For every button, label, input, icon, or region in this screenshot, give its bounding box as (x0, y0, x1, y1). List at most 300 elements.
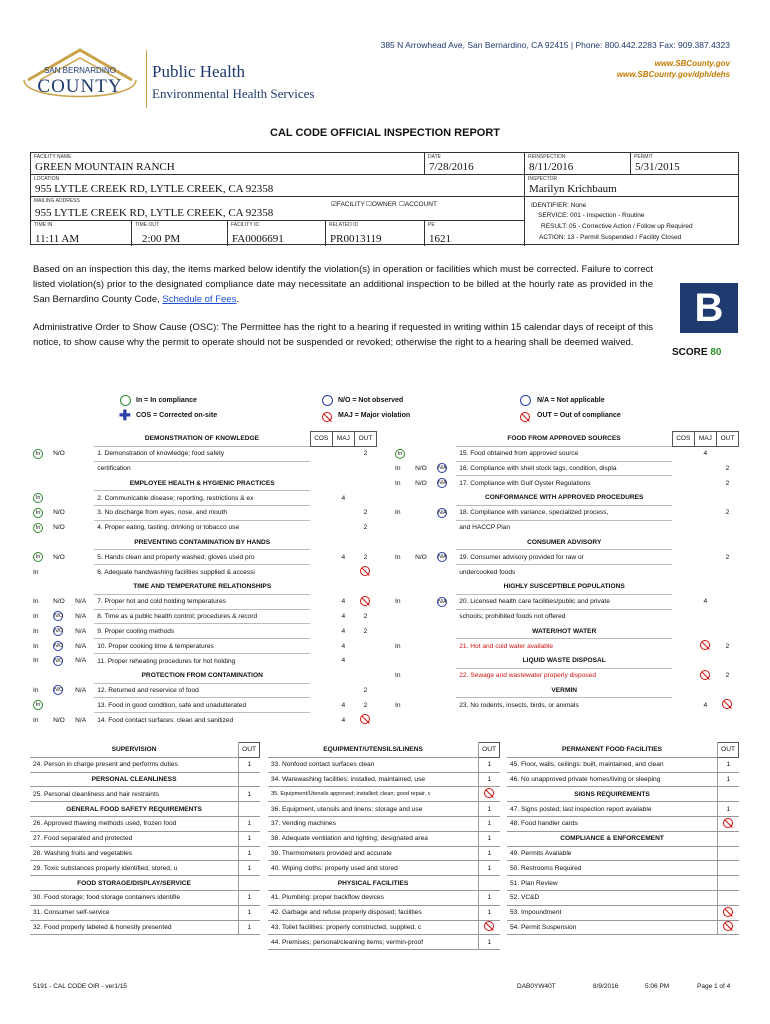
maj-cell (332, 683, 354, 698)
out-cell: 1 (479, 816, 500, 831)
status-in: In (33, 612, 39, 620)
section-heading: HIGHLY SUSCEPTIBLE POPULATIONS (503, 583, 625, 591)
status-in: In (395, 701, 401, 709)
mailing-address: 955 LYTLE CREEK RD, LYTLE CREEK, CA 92358 (35, 207, 274, 219)
table-row (268, 846, 500, 861)
row-spacer (412, 624, 434, 639)
section-heading: EMPLOYEE HEALTH & HYGIENIC PRACTICES (129, 479, 275, 487)
violation-item: 1. Demonstration of knowledge; food safety (94, 446, 310, 461)
row-spacer (716, 535, 738, 550)
out-cell: OUT (479, 743, 500, 758)
not-observed-mark-icon: N/A (438, 480, 447, 487)
section-heading: PREVENTING CONTAMINATION BY HANDS (134, 538, 271, 546)
maj-cell (332, 520, 354, 535)
table-row (30, 890, 260, 905)
violation-mark-icon (700, 670, 710, 680)
out-cell: 1 (479, 935, 500, 950)
in-compliance-mark-icon: In (395, 449, 405, 459)
status-in: In (395, 509, 401, 517)
inspector-name: Marilyn Krichbaum (529, 183, 617, 195)
table-row (392, 505, 739, 520)
table-row (30, 432, 377, 447)
facility-item: 48. Food handler cards (507, 816, 718, 831)
table-row (268, 816, 500, 831)
cos-cell (310, 505, 332, 520)
facility-item: 52. VC&D (507, 890, 718, 905)
col-head-out: OUT (716, 432, 738, 447)
violation-item: 18. Compliance with variance, specialized process, (456, 505, 672, 520)
out-cell: 2 (725, 479, 730, 487)
out-cell (239, 772, 260, 787)
section-heading: WATER/HOT WATER (532, 627, 597, 635)
out-cell: 2 (363, 627, 368, 635)
section-heading: PHYSICAL FACILITIES (268, 876, 479, 891)
cos-cell (310, 594, 332, 609)
facility-item: 29. Toxic substances properly identified, stored, u (30, 861, 239, 876)
violation-item: 14. Food contact surfaces: clean and sanitized (94, 713, 310, 728)
table-row (507, 757, 739, 772)
facility-item: 31. Consumer self-service (30, 905, 239, 920)
section-heading: DEMONSTRATION OF KNOWLEDGE (144, 435, 260, 443)
facility-item: 35. Equipment/Utensils approved; installed; clean; good repair, c (268, 787, 479, 802)
row-spacer (672, 653, 694, 668)
facility-item: 45. Floor, walls, ceilings: built, maintained, and clean (507, 757, 718, 772)
status-na: N/A (75, 627, 87, 635)
website-link-1[interactable]: www.SBCounty.gov (654, 59, 730, 68)
row-spacer (412, 432, 434, 447)
maj-cell: 4 (703, 598, 708, 606)
table-row (30, 653, 377, 668)
row-spacer (716, 579, 738, 594)
table-row (392, 653, 739, 668)
cos-cell (310, 446, 332, 461)
facility-item: 54. Permit Suspension (507, 920, 718, 935)
out-cell: 1 (479, 831, 500, 846)
status-no (50, 609, 72, 624)
row-spacer (30, 579, 50, 594)
row-spacer (30, 476, 50, 491)
maj-cell: 4 (341, 553, 346, 561)
section-heading: PERSONAL CLEANLINESS (30, 772, 239, 787)
violation-item: 2. Communicable disease; reporting, restrictions & ex (94, 491, 310, 506)
header-address: 385 N Arrowhead Ave, San Bernardino, CA 92415 | Phone: 800.442.2283 Fax: 909.387.4323 (380, 40, 730, 50)
row-spacer (392, 535, 412, 550)
status-no: N/O (53, 598, 65, 606)
row-spacer (412, 579, 434, 594)
out-cell (479, 787, 500, 802)
status-in: In (395, 598, 401, 606)
row-spacer (30, 668, 50, 683)
reinspection-label: REINSPECTION (528, 154, 566, 160)
status-no (412, 609, 434, 624)
footer-date: 8/9/2016 (593, 983, 619, 990)
table-row (30, 461, 377, 476)
row-spacer (72, 432, 94, 447)
table-row (507, 846, 739, 861)
row-spacer (392, 491, 412, 506)
violation-item: 20. Licensed health care facilities/public and private (456, 594, 672, 609)
status-na (434, 594, 456, 609)
table-row (30, 846, 260, 861)
status-na (434, 520, 456, 535)
logo-text-top: SAN BERNARDINO (43, 66, 116, 75)
row-spacer (392, 432, 412, 447)
row-spacer (716, 653, 738, 668)
out-cell (354, 461, 376, 476)
facility-item: 26. Approved thawing methods used, frozen food (30, 816, 239, 831)
table-row (268, 890, 500, 905)
location: 955 LYTLE CREEK RD, LYTLE CREEK, CA 92358 (35, 183, 274, 195)
maj-cell: 4 (341, 642, 346, 650)
facility-item: 36. Equipment, utensils and linens: storage and use (268, 802, 479, 817)
checkbox-owner[interactable]: ☐OWNER (366, 201, 397, 208)
facility-id: FA0006691 (232, 233, 284, 245)
time-in-label: TIME IN (34, 222, 53, 228)
violation-item: schools; prohibited foods not offered (456, 609, 672, 624)
in-compliance-mark-icon: In (33, 449, 43, 459)
not-observed-mark-icon: N/O (54, 657, 63, 664)
section-heading: FOOD STORAGE/DISPLAY/SERVICE (30, 876, 239, 891)
table-row (30, 713, 377, 728)
status-no (412, 446, 434, 461)
permanent-facilities-table (507, 742, 739, 935)
out-cell: 2 (363, 450, 368, 458)
table-row (30, 668, 377, 683)
table-row (507, 876, 739, 891)
row-spacer (716, 624, 738, 639)
legend-na: N/A = Not applicable (537, 397, 605, 404)
row-spacer (694, 683, 716, 698)
checkbox-facility[interactable]: ☑FACILITY (331, 201, 366, 208)
action: ACTION: 13 - Permit Suspended / Facility Closed (539, 234, 682, 241)
score (672, 347, 721, 358)
out-cell: 2 (725, 509, 730, 517)
maj-cell (694, 668, 716, 683)
facility-item: 24. Person in charge present and performs duties (30, 757, 239, 772)
table-row (392, 639, 739, 654)
row-spacer (72, 668, 94, 683)
violation-item: 13. Food in good condition, safe and unadulterated (94, 698, 310, 713)
table-row (392, 446, 739, 461)
section-heading: LIQUID WASTE DISPOSAL (522, 657, 606, 665)
table-row (392, 565, 739, 580)
facility-item: 50. Restrooms Required (507, 861, 718, 876)
maj-cell: 4 (341, 627, 346, 635)
table-row (30, 831, 260, 846)
status-no: N/O (53, 553, 65, 561)
status-na (434, 698, 456, 713)
section-heading: TIME AND TEMPERATURE RELATIONSHIPS (133, 583, 272, 591)
cos-cell (310, 520, 332, 535)
status-na (434, 446, 456, 461)
row-spacer (392, 653, 412, 668)
status-na: N/A (75, 612, 87, 620)
status-na (72, 698, 94, 713)
row-spacer (434, 683, 456, 698)
status-in (30, 491, 50, 506)
out-cell: 1 (239, 757, 260, 772)
row-spacer (694, 491, 716, 506)
related-id-label: RELATED ID (329, 222, 359, 228)
facility-item: 39. Thermometers provided and accurate (268, 846, 479, 861)
checkbox-account[interactable]: ☐ACCOUNT (399, 201, 437, 208)
section-heading: CONFORMANCE WITH APPROVED PROCEDURES (485, 494, 644, 502)
table-row (507, 787, 739, 802)
out-cell (718, 905, 739, 920)
maj-cell (694, 609, 716, 624)
status-in: In (395, 479, 401, 487)
legend-cos: COS = Corrected on-site (136, 412, 218, 419)
in-compliance-mark-icon: In (33, 700, 43, 710)
status-no (50, 491, 72, 506)
row-spacer (30, 432, 50, 447)
cos-cell (672, 565, 694, 580)
violation-mark-icon (484, 788, 494, 798)
violation-mark-icon (700, 640, 710, 650)
maj-cell (694, 461, 716, 476)
facility-info-box (30, 152, 739, 245)
inspector-label: INSPECTOR (528, 176, 558, 182)
identifier: IDENTIFIER: None (531, 202, 587, 209)
row-spacer (354, 535, 376, 550)
out-cell (716, 565, 738, 580)
schedule-of-fees-link[interactable]: Schedule of Fees (162, 294, 237, 305)
in-compliance-mark-icon: In (33, 552, 43, 562)
facility-item: 40. Wiping cloths: properly used and stored (268, 861, 479, 876)
status-na (434, 609, 456, 624)
score-value: 80 (710, 347, 722, 358)
out-cell: 1 (479, 890, 500, 905)
cos-cell (672, 668, 694, 683)
violation-item: 19. Consumer advisory provided for raw or (456, 550, 672, 565)
row-spacer (412, 491, 434, 506)
status-no: N/O (415, 553, 427, 561)
not-observed-mark-icon: N/O (54, 613, 63, 620)
maj-cell: 4 (341, 657, 346, 665)
facility-name: GREEN MOUNTAIN RANCH (35, 161, 175, 173)
in-compliance-icon (120, 395, 131, 406)
table-row (30, 905, 260, 920)
out-of-compliance-icon (520, 409, 530, 427)
out-cell: 2 (725, 464, 730, 472)
out-cell (718, 920, 739, 935)
inspection-notice: Based on an inspection this day, the items marked below identify the violation(s) in operation or facilities which must be corrected. Failure to correct listed violation(s) prior to the designated compliance date may necessitate an additional inspection to be billed at the hourly rate as provided in the San Bernardino County Code, Schedule of Fees. (33, 264, 653, 305)
cos-cell (310, 565, 332, 580)
out-cell (479, 876, 500, 891)
status-in (30, 461, 50, 476)
result: RESULT: 05 - Corrective Action / Follow up Required (541, 223, 693, 230)
facility-item: 25. Personal cleanliness and hair restraints (30, 787, 239, 802)
table-row (30, 802, 260, 817)
row-spacer (72, 535, 94, 550)
row-spacer (310, 668, 332, 683)
row-spacer (30, 535, 50, 550)
violation-item: 3. No discharge from eyes, nose, and mouth (94, 505, 310, 520)
table-row (268, 802, 500, 817)
row-spacer (672, 624, 694, 639)
status-no (412, 520, 434, 535)
cos-cell (310, 491, 332, 506)
out-cell: 1 (718, 802, 739, 817)
col-head-maj: MAJ (332, 432, 354, 447)
cos-cell (672, 505, 694, 520)
table-row (30, 772, 260, 787)
row-spacer (434, 432, 456, 447)
status-na: N/A (75, 686, 87, 694)
dept-subtitle: Environmental Health Services (152, 86, 315, 101)
status-in (392, 520, 412, 535)
header-divider (146, 50, 147, 108)
row-spacer (412, 535, 434, 550)
out-cell: 2 (363, 686, 368, 694)
maj-cell (332, 461, 354, 476)
status-na (434, 476, 456, 491)
facility-name-label: FACILITY NAME (34, 154, 72, 160)
table-row (392, 520, 739, 535)
row-spacer (392, 624, 412, 639)
row-spacer (434, 624, 456, 639)
status-in: In (395, 464, 401, 472)
out-cell: OUT (239, 743, 260, 758)
violation-mark-icon (723, 907, 733, 917)
out-cell (354, 594, 376, 609)
maj-cell (694, 505, 716, 520)
status-na (434, 639, 456, 654)
row-spacer (354, 668, 376, 683)
table-row (30, 505, 377, 520)
out-cell: 2 (725, 642, 730, 650)
out-cell (239, 802, 260, 817)
facility-item: 27. Food separated and protected (30, 831, 239, 846)
related-id: PR0013119 (330, 233, 382, 245)
status-na (434, 668, 456, 683)
table-row (30, 816, 260, 831)
status-na: N/A (75, 716, 87, 724)
cos-cell (672, 520, 694, 535)
table-row (392, 594, 739, 609)
cos-cell (310, 639, 332, 654)
out-cell: 2 (725, 553, 730, 561)
inspection-notice-text: Based on an inspection this day, the items marked below identify the violation(s) in operation or facilities which must be corrected. Failure to correct listed violation(s) prior to the designated compliance date may necessitate an additional inspection to be billed at the hourly rate as provided in the San Bernardino County Code, (33, 264, 653, 305)
table-row (30, 594, 377, 609)
not-observed-mark-icon: N/A (438, 465, 447, 472)
not-observed-icon (322, 395, 333, 406)
table-row (392, 491, 739, 506)
table-row (30, 579, 377, 594)
row-spacer (354, 476, 376, 491)
maj-cell (332, 565, 354, 580)
facility-item: 47. Signs posted; last inspection report available (507, 802, 718, 817)
footer-page: Page 1 of 4 (697, 983, 731, 990)
pe-label: PE (428, 222, 435, 228)
row-spacer (332, 476, 354, 491)
out-cell: 1 (239, 920, 260, 935)
out-cell: 2 (363, 553, 368, 561)
violation-mark-icon (484, 921, 494, 931)
status-no (50, 683, 72, 698)
facility-item: 37. Vending machines (268, 816, 479, 831)
status-in: In (33, 568, 39, 576)
table-row (268, 757, 500, 772)
violation-item: 4. Proper eating, tasting, drinking or tobacco use (94, 520, 310, 535)
section-heading: CONSUMER ADVISORY (527, 538, 602, 546)
legend-in: In = In compliance (136, 397, 197, 404)
location-label: LOCATION (34, 176, 60, 182)
table-row (392, 698, 739, 713)
violation-mark-icon (723, 921, 733, 931)
out-cell: 2 (363, 509, 368, 517)
row-spacer (354, 579, 376, 594)
table-row (30, 787, 260, 802)
out-cell (718, 787, 739, 802)
logo-text-main: COUNTY (37, 76, 123, 97)
table-row (268, 905, 500, 920)
status-na (72, 520, 94, 535)
violation-item: 8. Time as a public health control; procedures & record (94, 609, 310, 624)
cos-cell (672, 461, 694, 476)
row-spacer (332, 535, 354, 550)
table-row (30, 698, 377, 713)
row-spacer (50, 535, 72, 550)
table-row (507, 861, 739, 876)
facility-item: 46. No unapproved private homes/living or sleeping (507, 772, 718, 787)
status-no (412, 698, 434, 713)
status-in (30, 698, 50, 713)
facility-id-label: FACILITY ID (231, 222, 259, 228)
out-cell: 1 (239, 831, 260, 846)
table-row (268, 935, 500, 950)
cos-cell (310, 609, 332, 624)
out-cell: 1 (239, 846, 260, 861)
row-spacer (672, 579, 694, 594)
row-spacer (72, 579, 94, 594)
supervision-table (30, 742, 260, 935)
status-na (434, 505, 456, 520)
row-spacer (310, 476, 332, 491)
status-no (50, 624, 72, 639)
status-in (30, 550, 50, 565)
table-row (392, 609, 739, 624)
table-row (30, 520, 377, 535)
status-na (434, 565, 456, 580)
out-cell: 1 (479, 802, 500, 817)
violation-item: 22. Sewage and wastewater properly disposed (456, 668, 672, 683)
row-spacer (694, 624, 716, 639)
row-spacer (434, 491, 456, 506)
status-in (392, 565, 412, 580)
maj-cell: 4 (703, 450, 708, 458)
out-cell: 1 (239, 816, 260, 831)
website-link-2[interactable]: www.SBCounty.gov/dph/dehs (616, 70, 730, 79)
status-in (392, 609, 412, 624)
violation-item: 7. Proper hot and cold holding temperatures (94, 594, 310, 609)
col-head-maj: MAJ (694, 432, 716, 447)
maj-cell: 4 (341, 612, 346, 620)
status-in (392, 446, 412, 461)
table-row (30, 476, 377, 491)
out-cell (716, 609, 738, 624)
out-cell (716, 520, 738, 535)
out-cell: 1 (239, 787, 260, 802)
pe-number: 1621 (429, 233, 451, 245)
status-na (72, 550, 94, 565)
status-no (412, 668, 434, 683)
section-heading: SIGNS REQUIREMENTS (507, 787, 718, 802)
row-spacer (392, 579, 412, 594)
permit-label: PERMIT (634, 154, 653, 160)
row-spacer (672, 535, 694, 550)
osc-notice: Administrative Order to Show Cause (OSC): The Permittee has the right to a hearing if requested in writing within 15 calendar days of receipt of this notice, to show cause why the permit to operate should not be suspended or revoked; otherwise the right to a hearing shall be deemed waived. (33, 322, 653, 348)
